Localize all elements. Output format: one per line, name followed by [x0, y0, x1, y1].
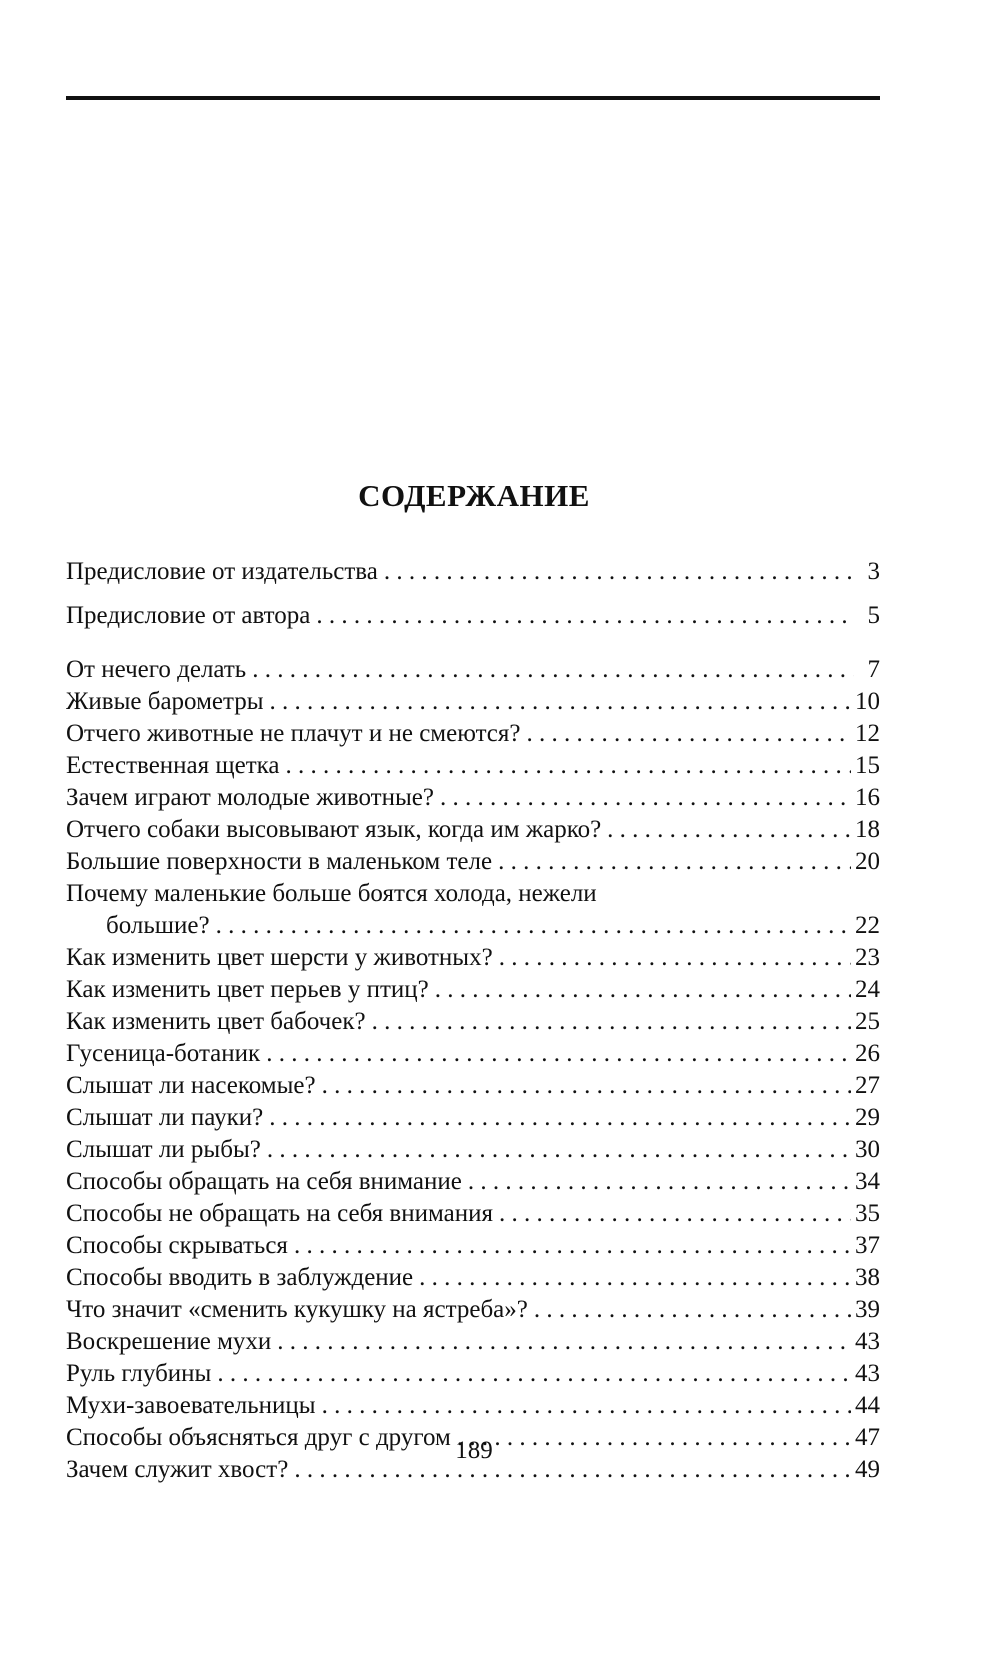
toc-entry-page: 30 — [855, 1136, 880, 1163]
toc-entry[interactable] — [66, 556, 880, 588]
toc-entry-title: Воскрешение мухи — [66, 1328, 272, 1355]
toc-entry-title: Слышат ли пауки? — [66, 1104, 264, 1131]
toc-entry-page: 7 — [867, 656, 880, 683]
toc-entry-page: 10 — [855, 688, 880, 715]
toc-entry-title: Способы объясняться друг с другом — [66, 1424, 451, 1451]
toc-entry-page: 35 — [855, 1200, 880, 1227]
table-of-contents — [66, 556, 880, 1486]
toc-entry-page: 20 — [855, 848, 880, 875]
dot-leader — [294, 1230, 851, 1262]
toc-entry-title: Способы обращать на себя внимание — [66, 1168, 462, 1195]
toc-entry-page: 49 — [855, 1456, 880, 1483]
toc-entry[interactable] — [66, 686, 880, 718]
toc-entry-page: 27 — [855, 1072, 880, 1099]
toc-entry-page: 18 — [855, 816, 880, 843]
toc-entry-page: 3 — [867, 558, 880, 585]
toc-entry-page: 34 — [855, 1168, 880, 1195]
toc-entry-page: 37 — [855, 1232, 880, 1259]
toc-entry-title: Отчего собаки высовывают язык, когда им жарко? — [66, 816, 602, 843]
toc-entry[interactable] — [66, 846, 880, 878]
toc-entry-title: Естественная щетка — [66, 752, 280, 779]
toc-entry-page: 16 — [855, 784, 880, 811]
toc-entry-title: Отчего животные не плачут и не смеются? — [66, 720, 521, 747]
toc-entry-title: Руль глубины — [66, 1360, 212, 1387]
toc-entry-page: 23 — [855, 944, 880, 971]
dot-leader — [316, 600, 854, 632]
toc-entry-title: Способы не обращать на себя внимания — [66, 1200, 493, 1227]
toc-entry[interactable] — [66, 782, 880, 814]
toc-entry-page: 47 — [855, 1424, 880, 1451]
toc-entry-title: Живые барометры — [66, 688, 264, 715]
toc-entry[interactable] — [66, 1134, 880, 1166]
toc-entry-title: Зачем играют молодые животные? — [66, 784, 434, 811]
toc-entry-title: Зачем служит хвост? — [66, 1456, 289, 1483]
toc-entry-page: 38 — [855, 1264, 880, 1291]
dot-leader — [322, 1070, 851, 1102]
toc-entry[interactable] — [66, 878, 880, 942]
dot-leader — [498, 846, 851, 878]
toc-entry[interactable] — [66, 814, 880, 846]
toc-entry-title: Способы вводить в заблуждение — [66, 1264, 414, 1291]
toc-entry-title: Большие поверхности в маленьком теле — [66, 848, 493, 875]
toc-entry[interactable] — [66, 654, 880, 686]
dot-leader — [435, 974, 851, 1006]
toc-entry-page: 29 — [855, 1104, 880, 1131]
dot-leader — [419, 1262, 851, 1294]
toc-entry-page: 44 — [855, 1392, 880, 1419]
dot-leader — [266, 1038, 851, 1070]
toc-entry-page: 12 — [855, 720, 880, 747]
toc-entry[interactable] — [66, 750, 880, 782]
toc-entry-page: 26 — [855, 1040, 880, 1067]
toc-entry-title: От нечего делать — [66, 656, 247, 683]
toc-entry-page: 5 — [867, 602, 880, 629]
toc-entry-title: Мухи-завоевательницы — [66, 1392, 316, 1419]
dot-leader — [607, 814, 851, 846]
toc-entry-page: 15 — [855, 752, 880, 779]
dot-leader — [277, 1326, 851, 1358]
toc-entry-page: 22 — [855, 912, 880, 939]
dot-leader — [468, 1166, 851, 1198]
dot-leader — [267, 1134, 851, 1166]
toc-entry-title: Слышат ли рыбы? — [66, 1136, 261, 1163]
toc-entry[interactable] — [66, 1294, 880, 1326]
dot-leader — [384, 556, 854, 588]
toc-entry-page: 25 — [855, 1008, 880, 1035]
dot-leader — [217, 1358, 851, 1390]
dot-leader — [534, 1294, 851, 1326]
dot-leader — [322, 1390, 851, 1422]
toc-entry-title: Слышат ли насекомые? — [66, 1072, 316, 1099]
toc-entry-page: 39 — [855, 1296, 880, 1323]
toc-entry[interactable] — [66, 1390, 880, 1422]
dot-leader — [499, 942, 851, 974]
toc-entry[interactable] — [66, 1166, 880, 1198]
toc-entry-continuation — [66, 910, 880, 942]
page-number: 189 — [455, 1437, 493, 1464]
dot-leader — [270, 686, 851, 718]
toc-entry[interactable] — [66, 1262, 880, 1294]
toc-entry[interactable] — [66, 942, 880, 974]
dot-leader — [269, 1102, 851, 1134]
toc-entry[interactable] — [66, 1038, 880, 1070]
toc-entry-title: Предисловие от автора — [66, 602, 311, 629]
toc-entry-page: 24 — [855, 976, 880, 1003]
toc-entry[interactable] — [66, 1358, 880, 1390]
toc-entry[interactable] — [66, 1006, 880, 1038]
dot-leader — [499, 1198, 851, 1230]
toc-entry-title: Гусеница-ботаник — [66, 1040, 261, 1067]
toc-entry[interactable] — [66, 1230, 880, 1262]
toc-entry[interactable] — [66, 718, 880, 750]
toc-entry-title: Как изменить цвет бабочек? — [66, 1008, 366, 1035]
toc-entry-title: Способы скрываться — [66, 1232, 288, 1259]
dot-leader — [372, 1006, 851, 1038]
toc-entry-page: 43 — [855, 1328, 880, 1355]
toc-entry-title: Что значит «сменить кукушку на ястреба»? — [66, 1296, 528, 1323]
toc-entry[interactable] — [66, 1198, 880, 1230]
toc-entry[interactable] — [66, 1070, 880, 1102]
toc-entry-title: Предисловие от издательства — [66, 558, 378, 585]
page-title: СОДЕРЖАНИЕ — [358, 478, 590, 513]
toc-entry-title: Как изменить цвет шерсти у животных? — [66, 944, 493, 971]
toc-entry[interactable] — [66, 600, 880, 632]
toc-entry-title-continued: большие? — [106, 912, 210, 939]
toc-entry-title: Почему маленькие больше боятся холода, нежели — [66, 880, 597, 907]
dot-leader — [216, 910, 851, 942]
dot-leader — [286, 750, 851, 782]
top-rule — [66, 96, 880, 100]
toc-entry[interactable] — [66, 1326, 880, 1358]
toc-entry[interactable] — [66, 1102, 880, 1134]
toc-entry[interactable] — [66, 974, 880, 1006]
toc-entry-title: Как изменить цвет перьев у птиц? — [66, 976, 429, 1003]
dot-leader — [252, 654, 854, 686]
toc-entry-page: 43 — [855, 1360, 880, 1387]
dot-leader — [440, 782, 851, 814]
dot-leader — [527, 718, 852, 750]
